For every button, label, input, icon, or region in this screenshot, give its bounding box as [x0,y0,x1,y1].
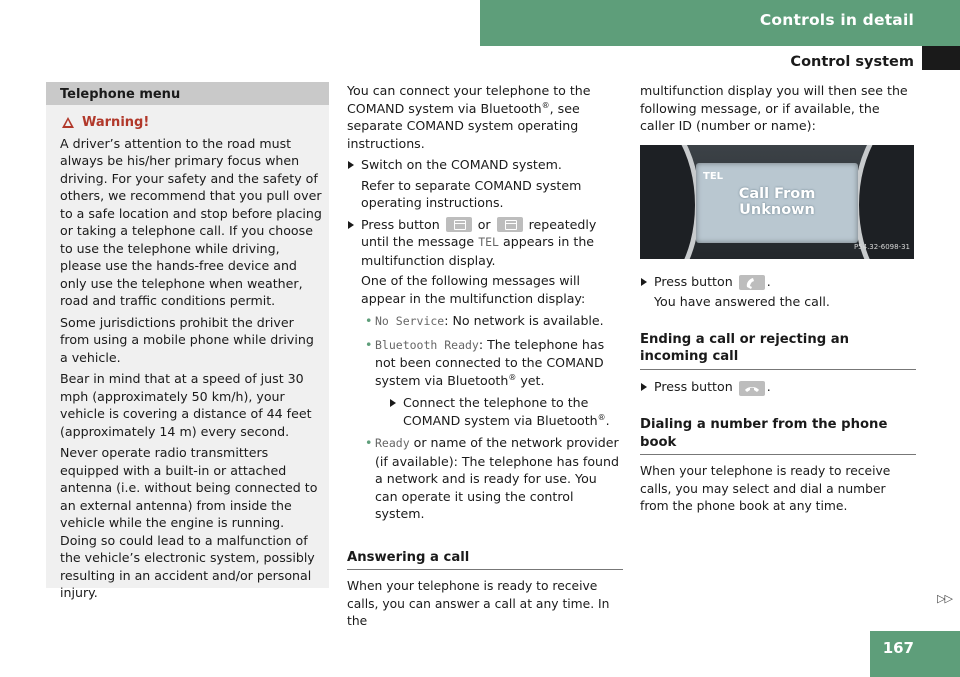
telephone-menu-box [46,82,329,600]
step-connect-bluetooth [347,394,623,429]
warning-paragraph: Bear in mind that at a speed of just 30 mph (approximately 50 km/h), your vehicle is covering a distance of 44 feet (approximately 14 m) every second. [60,371,312,439]
intro-text-a: You can connect your telephone to the COMAND system via Bluetooth [347,83,591,116]
warning-heading [60,114,323,132]
message-text: : The telephone has not been connected to the COMAND system via Bluetooth [375,336,605,388]
press-answer-end: . [766,273,771,289]
display-message-tel: TEL [478,235,499,249]
display-call-message [696,186,858,218]
warning-paragraph: Some jurisdictions prohibit the driver from using a mobile phone while driving a vehicle. [60,314,314,365]
phone-end-icon [739,381,765,396]
intro-paragraph [347,82,623,152]
message-no-service [347,312,623,331]
header-section-bar [480,0,960,46]
step2-text-c: appears in the multifunction display. [361,234,595,268]
answering-call-heading: Answering a call [347,549,623,571]
step2-or: or [477,216,491,232]
multifunction-display-image [640,145,914,259]
dialing-text: When your telephone is ready to receive calls, you may select and dial a number from the phone book at any time. [640,464,891,513]
warning-triangle-icon [62,117,74,128]
display-line-1: Call From [738,185,816,202]
message-bluetooth-ready [347,336,623,390]
continued-text: multifunction display you will then see the following message, or if available, the caller ID (number or name): [640,83,908,133]
message-text: or name of the network provider (if available): The telephone has found a network and is ready for use. You can operate it using the control system. [375,435,619,521]
step-press-end [640,378,916,397]
header-section-title: Controls in detail [759,11,914,29]
step-switch-on: Switch on the COMAND system. [347,156,623,174]
content-column-3 [640,82,916,519]
registered-mark: ® [597,412,606,422]
message-code: Ready [375,436,410,450]
warning-panel [46,105,329,600]
step-switch-on-note: Refer to separate COMAND system operating instructions. [361,177,582,210]
page-number: 167 [882,639,914,657]
warning-label: Warning! [82,115,150,130]
header-tab-marker [922,46,960,70]
display-screen [696,163,858,243]
message-code: Bluetooth Ready [375,337,479,352]
display-line-2: Unknown [739,201,815,218]
continue-marker: ▷▷ [937,592,952,605]
telephone-menu-title: Telephone menu [46,82,329,105]
menu-button-icon [497,217,523,232]
message-text-end: yet. [516,372,545,388]
messages-intro: One of the following messages will appear in the multifunction display: [361,273,586,306]
menu-button-icon [446,217,472,232]
phone-answer-icon [739,275,765,290]
intro-text-b: , see separate COMAND system operating instructions. [347,100,580,151]
step-press-answer [640,273,916,291]
registered-mark: ® [541,100,550,110]
image-reference: P54.32-6098-31 [853,243,910,251]
message-code: No Service [375,314,445,328]
left-gauge [640,145,700,259]
answering-call-text: When your telephone is ready to receive calls, you can answer a call at any time. In the [347,579,610,628]
connect-text: Connect the telephone to the COMAND system via Bluetooth [403,395,598,428]
press-answer-text: Press button [654,273,733,289]
press-end-text: Press button [654,378,733,394]
header-subsection-title: Control system [790,54,914,70]
step-press-menu-button [347,216,623,270]
step2-text-b: repeatedly until the message [361,216,597,249]
content-column-2 [347,82,623,634]
warning-paragraph: Never operate radio transmitters equipped with a built-in or attached antenna (i.e. without being connected to an external antenna) from inside the vehicle while the engine is running. Doing so could lead to a malfunction of the vehicle’s electronic system, possibly resulting in an accident and/or personal injury. [60,445,318,600]
display-tel-label: TEL [703,170,724,182]
ending-call-heading: Ending a call or rejecting an incoming call [640,331,916,370]
message-text: : No network is available. [444,313,604,328]
step2-text-a: Press button [361,216,440,232]
answered-note: You have answered the call. [654,294,830,309]
registered-mark: ® [508,372,517,382]
page-number-box [870,631,960,677]
dialing-heading: Dialing a number from the phone book [640,416,916,455]
press-end-end: . [766,378,771,394]
connect-text-end: . [605,412,610,428]
warning-paragraph: A driver’s attention to the road must always be his/her primary focus when driving. For your safety and the safety of others, we recommend that you pull over to a safe location and stop before placing or taking a telephone call. If you choose to use the telephone while driving, please use the hands-free device and only use the telephone when weather, road and traffic conditions permit. [60,135,322,308]
message-ready [347,434,623,523]
